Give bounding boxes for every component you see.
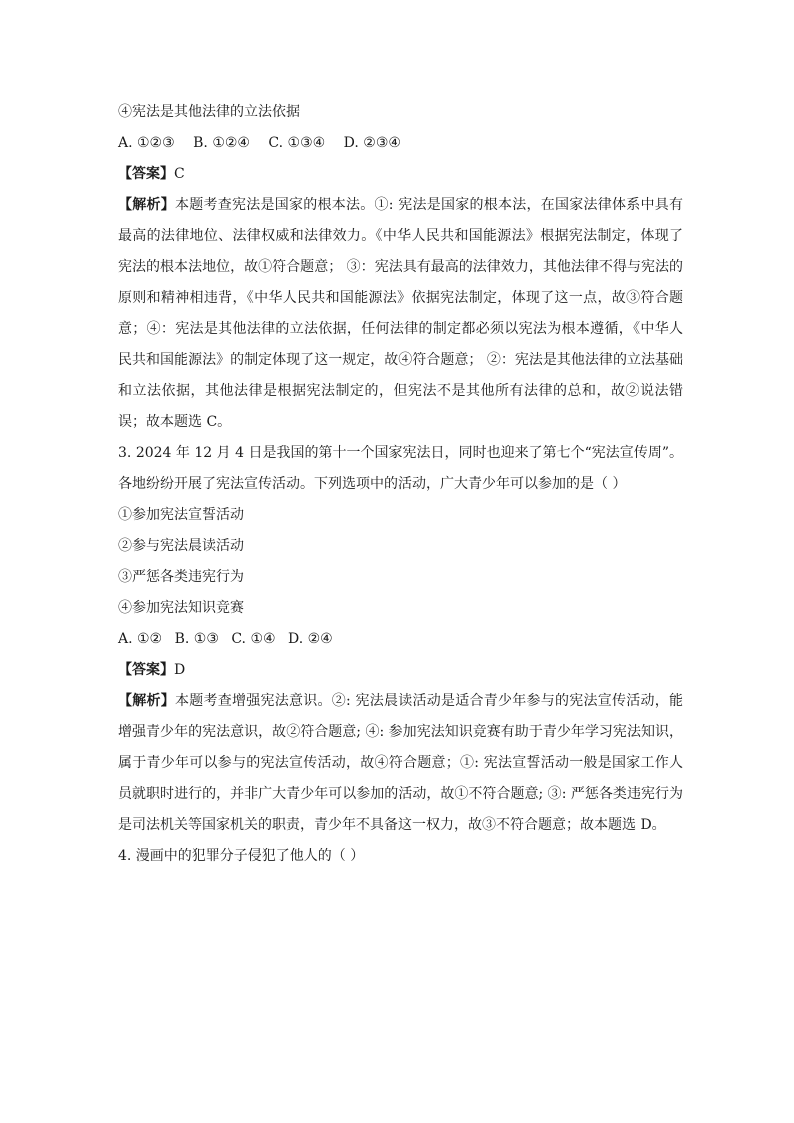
document-page <box>118 97 683 872</box>
q3-options <box>118 624 683 655</box>
q2-option-d: D. ②③④ <box>343 135 401 151</box>
q3-item-3: ③严惩各类违宪行为 <box>118 569 244 585</box>
q2-options <box>118 128 683 159</box>
q3-stem: 3. 2024 年 12 月 4 日是我国的第十一个国家宪法日，同时也迎来了第七个“宪法宣传周”。各地纷纷开展了宪法宣传活动。下列选项中的活动，广大青少年可以参加的是（ ） <box>118 445 683 492</box>
q3-option-d: D. ②④ <box>288 631 333 647</box>
analysis-text: 本题考查宪法是国家的根本法。①: 宪法是国家的根本法，在国家法律体系中具有最高的法律地位、法律权威和法律效力。《中华人民共和国能源法》根据宪法制定，体现了宪法的根本法地位，故①符合题意； ③：宪法具有最高的法律效力，其他法律不得与宪法的原则和精神相违背，《中华人民共和国能源法》依据宪法制定，体现了这一点，故③符合题意；④：宪法是其他法律的立法依据，任何法律的制定都必须以宪法为根本遵循，《中华人民共和国能源法》的制定体现了这一规定，故④符合题意； ②：宪法是其他法律的立法基础和立法依据，其他法律是根据宪法制定的，但宪法不是其他所有法律的总和，故②说法错误；故本题选 C。 <box>118 197 684 430</box>
q2-option-a: A. ①②③ <box>118 135 175 151</box>
q2-analysis <box>118 190 683 438</box>
q3-option-b: B. ①③ <box>174 631 219 647</box>
answer-label: 【答案】 <box>118 662 174 678</box>
answer-value: C <box>174 166 185 182</box>
q2-answer <box>118 159 683 190</box>
q3-option-a: A. ①② <box>118 631 163 647</box>
q4-stem: 4. 漫画中的犯罪分子侵犯了他人的（ ） <box>118 848 365 864</box>
q2-option-b: B. ①②④ <box>193 135 250 151</box>
answer-value: D <box>174 662 186 678</box>
q2-option-c: C. ①③④ <box>268 135 326 151</box>
answer-label: 【答案】 <box>118 166 174 182</box>
analysis-label: 【解析】 <box>118 693 176 709</box>
q3-item-1: ①参加宪法宣誓活动 <box>118 507 244 523</box>
q3-analysis <box>118 686 683 841</box>
analysis-label: 【解析】 <box>118 197 176 213</box>
q3-item-2: ②参与宪法晨读活动 <box>118 538 244 554</box>
q3-option-c: C. ①④ <box>231 631 276 647</box>
q3-answer <box>118 655 683 686</box>
analysis-text: 本题考查增强宪法意识。②: 宪法晨读活动是适合青少年参与的宪法宣传活动，能增强青少年的宪法意识，故②符合题意; ④: 参加宪法知识竞赛有助于青少年学习宪法知识，属于青少年可以参与的宪法宣传活动，故④符合题意；①: 宪法宣誓活动一般是国家工作人员就职时进行的，并非广大青少年可以参加的活动，故①不符合题意; ③: 严惩各类违宪行为是司法机关等国家机关的职责，青少年不具备这一权力，故③不符合题意；故本题选 D。 <box>118 693 684 833</box>
q3-item-4: ④参加宪法知识竞赛 <box>118 600 244 616</box>
q2-item-4: ④宪法是其他法律的立法依据 <box>118 104 300 120</box>
